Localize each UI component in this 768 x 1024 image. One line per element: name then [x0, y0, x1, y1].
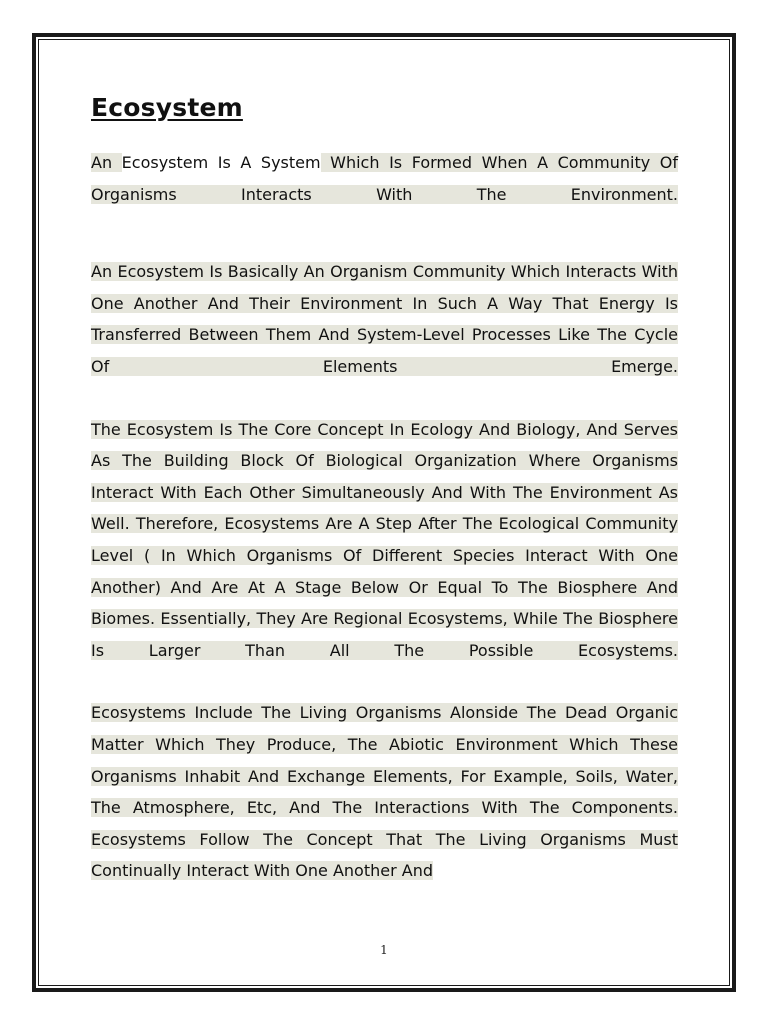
paragraph-3	[91, 414, 678, 667]
paragraph-4	[91, 697, 678, 887]
paragraph-1	[91, 147, 678, 210]
document-title: Ecosystem	[91, 93, 243, 122]
paragraph-2-text: An Ecosystem Is Basically An Organism Community Which Interacts With One Another And Their Environment In Such A Way That Energy Is Transferred Between Them And System-Level Processes Like The Cycle Of Elements Emerge.	[91, 262, 678, 376]
paragraph-1-unhighlighted: Ecosystem Is A System	[121, 153, 321, 172]
page-number: 1	[380, 943, 388, 957]
document-body	[91, 88, 678, 887]
paragraph-1-prefix: An	[91, 153, 122, 172]
paragraph-4-text: Ecosystems Include The Living Organisms Alonside The Dead Organic Matter Which They Produce, The Abiotic Environment Which These Organisms Inhabit And Exchange Elements, For Example, Soils, Water, The Atmosphere, Etc, And The Interactions With The Components. Ecosystems Follow The Concept That The Living Organisms Must Continually Interact With One Another And	[91, 703, 678, 881]
paragraph-2	[91, 256, 678, 382]
paragraph-1-rest: Which Is Formed When A Community Of Organisms Interacts With The Environment.	[91, 153, 678, 204]
paragraph-3-text: The Ecosystem Is The Core Concept In Ecology And Biology, And Serves As The Building Block Of Biological Organization Where Organisms Interact With Each Other Simultaneously And With The Environment As Well. Therefore, Ecosystems Are A Step After The Ecological Community Level ( In Which Organisms Of Different Species Interact With One Another) And Are At A Stage Below Or Equal To The Biosphere And Biomes. Essentially, They Are Regional Ecosystems, While The Biosphere Is Larger Than All The Possible Ecosystems.	[91, 419, 678, 660]
